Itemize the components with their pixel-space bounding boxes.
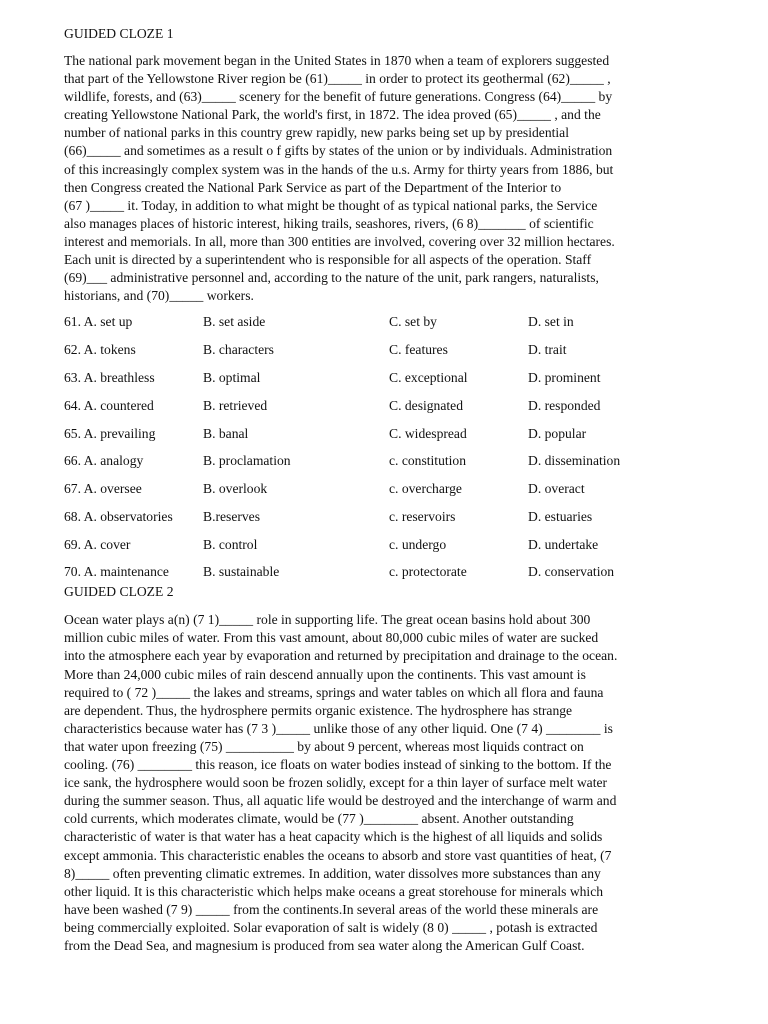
cloze-2-title: GUIDED CLOZE 2 [64,584,174,600]
document-page [64,25,704,955]
option-a: 64. A. countered [64,397,154,413]
question-row [64,536,704,564]
option-c: C. widespread [389,425,467,441]
option-b: B. proclamation [203,453,291,469]
option-d: D. estuaries [528,508,593,524]
option-a: 68. A. observatories [64,508,173,524]
question-row [64,313,704,341]
question-row [64,425,704,453]
option-a: 67. A. oversee [64,481,142,497]
option-d: D. overact [528,481,585,497]
cloze-1-options-table [64,313,704,591]
cloze-2-passage: Ocean water plays a(n) (7 1)_____ role in supporting life. The great ocean basins hold about 300 million cubic miles of water. From this vast amount, about 80,000 cubic miles of water are sucked into the atmosphere each year by evaporation and returned by precipitation and drainage to the ocean. More than 24,000 cubic miles of rain descend annually upon the continents. This vast amount is required to ( 72 )_____ the lakes and streams, springs and water tables on which all flora and fauna are dependent. Thus, the hydrosphere permits organic existence. The hydrosphere has strange characteristics because water has (7 3 )_____ unlike those of any other liquid. One (7 4) ________ is that water upon freezing (75) __________ by about 9 percent, whereas most liquids contract on cooling. (76) ________ this reason, ice floats on water bodies instead of sinking to the bottom. If the ice sank, the hydrosphere would soon be frozen solidly, except for a thin layer of surface melt water during the summer season. Thus, all aquatic life would be destroyed and the interchange of warm and cold currents, which moderates climate, would be (77 )________ absent. Another outstanding characteristic of water is that water has a heat capacity which is the highest of all liquids and solids except ammonia. This characteristic enables the oceans to absorb and store vast quantities of heat, (7 8)_____ often preventing climatic extremes. In addition, water dissolves more substances than any other liquid. It is this characteristic which helps make oceans a great storehouse for minerals which have been washed (7 9) _____ from the continents.In several areas of the world these minerals are being commercially exploited. Solar evaporation of salt is widely (8 0) _____ , potash is extracted from the Dead Sea, and magnesium is produced from sea water along the American Gulf Coast. [64,612,618,953]
option-c: c. constitution [389,453,467,469]
option-c: c. undergo [389,536,447,552]
option-b: B. control [203,536,258,552]
option-c: C. exceptional [389,369,468,385]
option-c: C. features [389,342,448,358]
option-c: C. set by [389,314,437,330]
option-d: D. popular [528,425,587,441]
option-c: C. designated [389,397,463,413]
option-d: D. conservation [528,564,615,580]
question-row [64,563,704,591]
option-b: B. sustainable [203,564,280,580]
option-a: 61. A. set up [64,314,133,330]
cloze-1-passage: The national park movement began in the United States in 1870 when a team of explorers suggested that part of the Yellowstone River region be (61)_____ in order to protect its geothermal (62)_____ , wildlife, forests, and (63)_____ scenery for the benefit of future generations. Congress (64)_____ by creating Yellowstone National Park, the world's first, in 1872. The idea proved (65)_____ , and the number of national parks in this country grew rapidly, new parks being set up by presidential (66)_____ and sometimes as a result o f gifts by states of the union or by individuals. Administration of this increasingly complex system was in the hands of the u.s. Army for thirty years from 1886, but then Congress created the National Park Service as part of the Department of the Interior to (67 )_____ it. Today, in addition to what might be thought of as typical national parks, the Service also manages places of historic interest, hiking trails, seashores, rivers, (6 8)_______ of scientific interest and memorials. In all, more than 300 entities are involved, covering over 32 million hectares. Each unit is directed by a superintendent who is responsible for all aspects of the operation. Staff (69)___ administrative personnel and, according to the nature of the unit, park rangers, naturalists, historians, and (70)_____ workers. [64,53,615,304]
option-b: B. retrieved [203,397,268,413]
option-c: c. reservoirs [389,508,456,524]
option-a: 62. A. tokens [64,342,136,358]
question-row [64,480,704,508]
cloze-1-title: GUIDED CLOZE 1 [64,26,174,41]
option-d: D. dissemination [528,453,621,469]
option-c: c. overcharge [389,481,462,497]
option-a: 70. A. maintenance [64,564,169,580]
option-d: D. prominent [528,369,601,385]
option-b: B. banal [203,425,249,441]
option-b: B. optimal [203,369,261,385]
option-d: D. trait [528,342,567,358]
option-a: 63. A. breathless [64,369,155,385]
question-row [64,452,704,480]
option-b: B. overlook [203,481,268,497]
option-d: D. responded [528,397,601,413]
question-row [64,369,704,397]
option-d: D. set in [528,314,574,330]
option-a: 66. A. analogy [64,453,144,469]
question-row [64,508,704,536]
option-a: 65. A. prevailing [64,425,156,441]
option-b: B. characters [203,342,274,358]
option-b: B. set aside [203,314,266,330]
option-a: 69. A. cover [64,536,131,552]
option-b: B.reserves [203,508,260,524]
option-c: c. protectorate [389,564,467,580]
question-row [64,397,704,425]
option-d: D. undertake [528,536,599,552]
question-row [64,341,704,369]
